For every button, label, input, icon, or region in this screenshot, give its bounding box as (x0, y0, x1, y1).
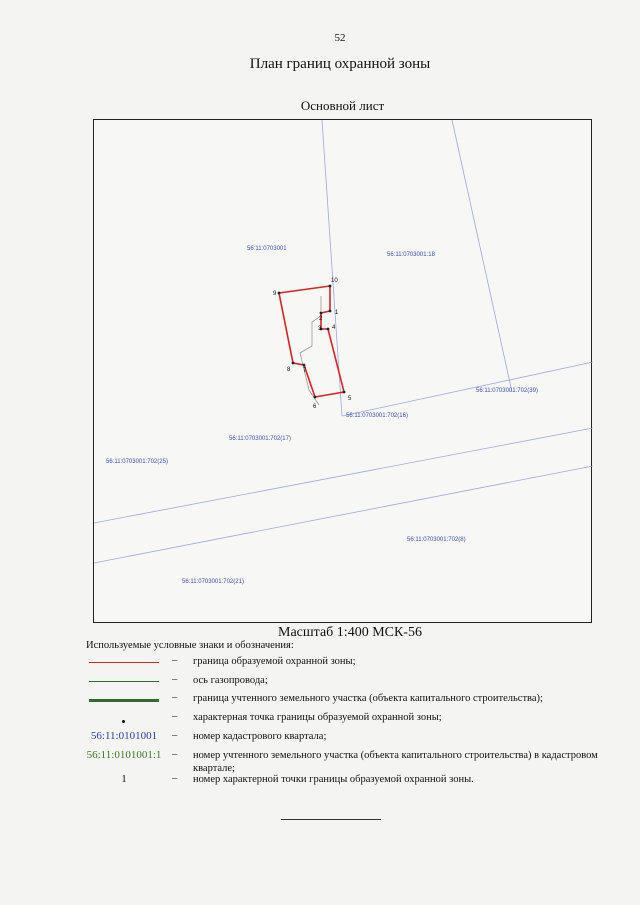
parcel-line-4 (94, 428, 593, 523)
parcel-label: 56:11:0703001:702(17) (229, 436, 291, 442)
legend-item (86, 773, 606, 791)
sheet-title: Основной лист (300, 98, 385, 113)
parcel-code-symbol: 56:11:0101001:1 (86, 749, 162, 761)
legend-item (86, 692, 606, 710)
point-label-5: 5 (348, 396, 352, 402)
legend-text: номер кадастрового квартала; (193, 731, 327, 742)
gas-pipeline-axis (300, 296, 321, 405)
parcel-line-5 (94, 466, 593, 563)
signature-line (281, 819, 381, 820)
point-4 (327, 328, 330, 331)
map-scale: Масштаб 1:400 МСК-56 (278, 625, 422, 640)
point-label-4: 4 (332, 325, 336, 331)
point-number-symbol: 1 (121, 773, 127, 785)
green-line-symbol (86, 674, 162, 690)
legend-dash: – (172, 711, 178, 722)
page-title: План границ охранной зоны (249, 56, 431, 72)
point-label-6: 6 (313, 404, 317, 410)
parcel-label: 56:11:0703001:702(16) (346, 413, 408, 419)
point-label-2: 2 (319, 316, 323, 322)
parcel-label: 56:11:0703001:702(39) (476, 388, 538, 394)
quarter-label: 56:11:0703001 (247, 246, 287, 252)
legend-item (86, 655, 606, 673)
legend-text: номер характерной точки границы образуемой охранной зоны. (193, 774, 474, 785)
legend-dash: – (172, 773, 178, 784)
point-label-1: 1 (335, 310, 339, 316)
map-canvas (94, 120, 593, 624)
point-2 (320, 312, 323, 315)
legend-text: номер учтенного земельного участка (объекта капитального строительства) в кадастровом квартале; (193, 750, 598, 774)
point-label-10: 10 (331, 278, 338, 284)
parcel-label: 56:11:0703001:702(25) (106, 459, 168, 465)
legend-item (86, 674, 606, 692)
point-6 (314, 396, 317, 399)
point-label-9: 9 (273, 291, 277, 297)
legend-item (86, 730, 606, 748)
legend-text: характерная точка границы образуемой охранной зоны; (193, 712, 442, 723)
point-9 (278, 292, 281, 295)
map-frame (93, 119, 592, 623)
legend-item (86, 711, 606, 729)
point-10 (329, 285, 332, 288)
legend-text: граница учтенного земельного участка (объекта капитального строительства); (193, 693, 543, 704)
dot-symbol (86, 711, 162, 727)
thick-green-line-symbol (86, 692, 162, 708)
legend-dash: – (172, 730, 178, 741)
legend-dash: – (172, 692, 178, 703)
point-7 (303, 364, 306, 367)
point-label-8: 8 (287, 367, 291, 373)
legend-dash: – (172, 655, 178, 666)
parcel-boundaries (94, 120, 593, 563)
point-8 (292, 362, 295, 365)
legend-text: ось газопровода; (193, 675, 268, 686)
legend-text: граница образуемой охранной зоны; (193, 656, 356, 667)
legend-title: Используемые условные знаки и обозначения: (86, 640, 294, 651)
parcel-line-2 (452, 120, 512, 392)
point-5 (343, 391, 346, 394)
point-label-7: 7 (303, 368, 307, 374)
legend-dash: – (172, 749, 178, 760)
parcel-label: 56:11:0703001:18 (387, 252, 435, 258)
characteristic-points (278, 285, 346, 399)
quarter-code-symbol: 56:11:0101001 (90, 730, 158, 742)
point-1 (329, 310, 332, 313)
point-label-3: 3 (318, 326, 322, 332)
page-number: 52 (334, 32, 346, 44)
parcel-label: 56:11:0703001:702(21) (182, 579, 244, 585)
red-line-symbol (86, 655, 162, 671)
legend-dash: – (172, 674, 178, 685)
parcel-label: 56:11:0703001:702(8) (407, 537, 466, 543)
parcel-line-3 (342, 362, 593, 416)
